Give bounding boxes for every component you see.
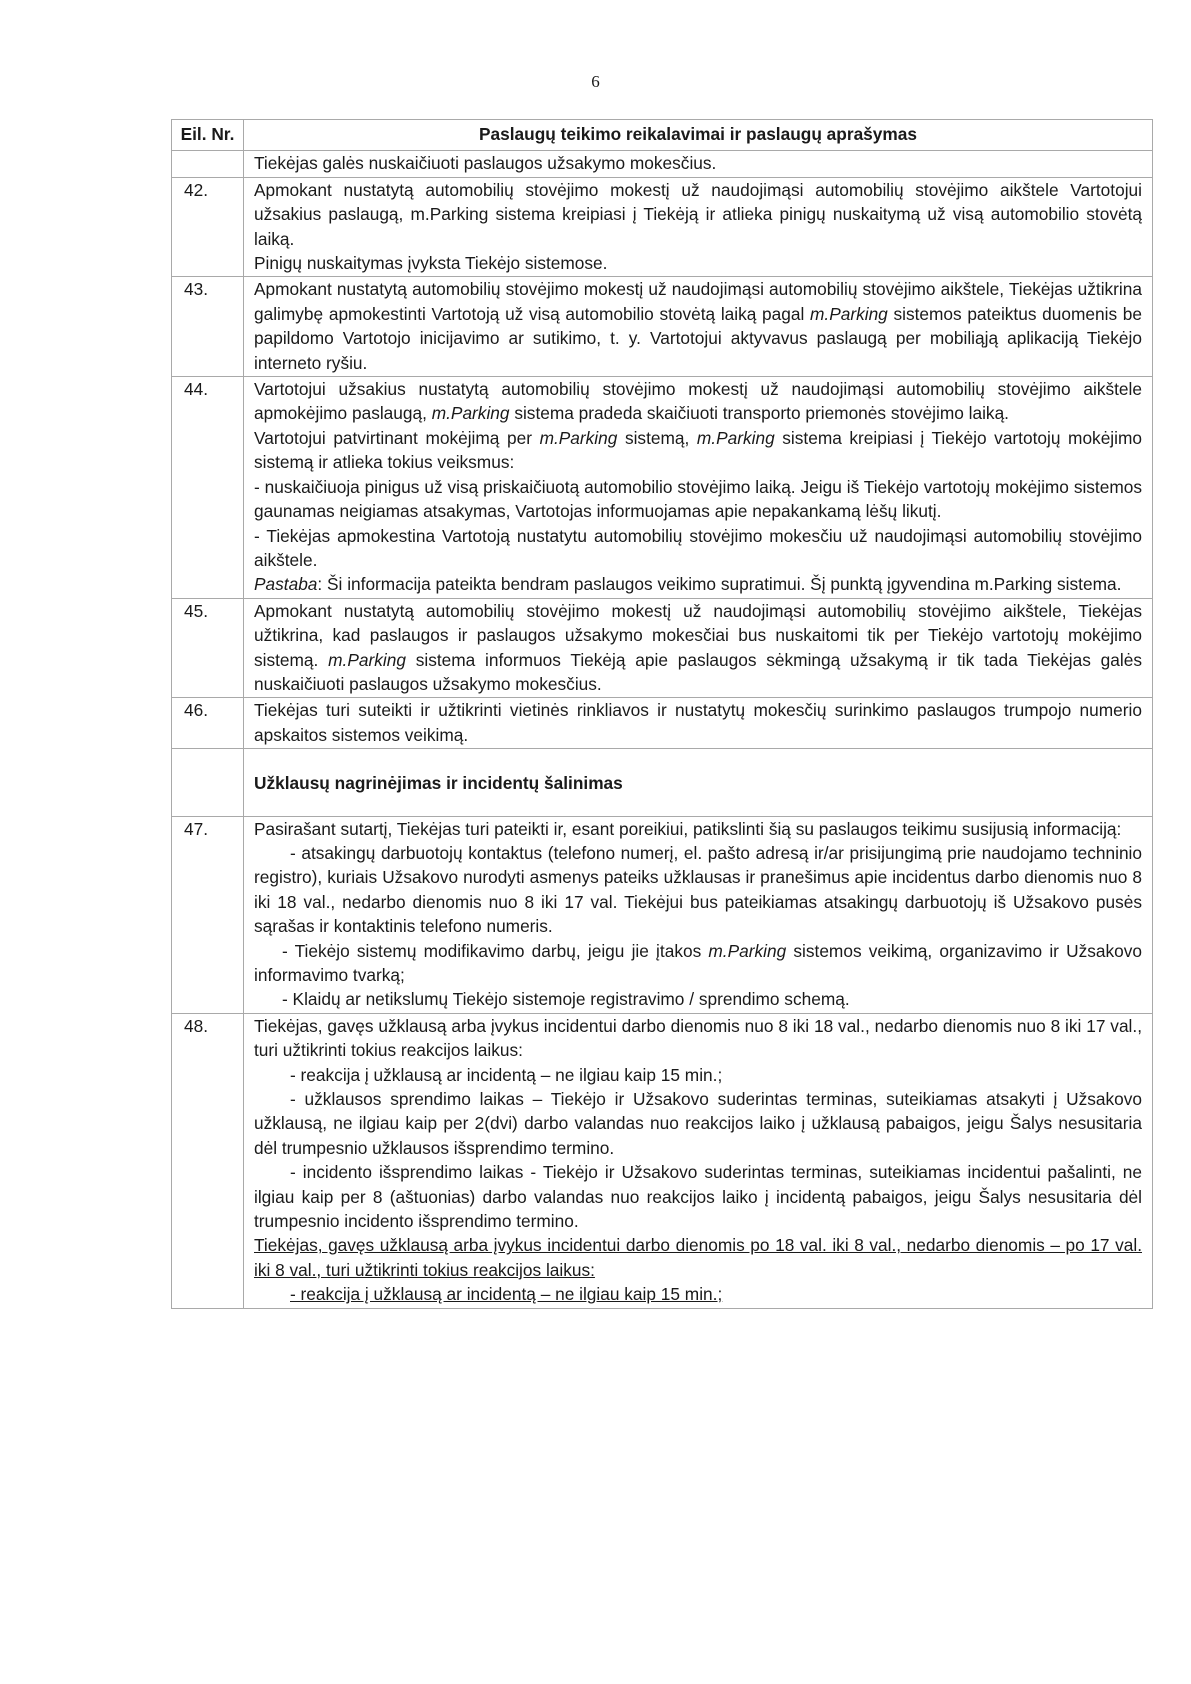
paragraph [254, 1282, 1142, 1306]
text-segment: sistemos pateiktus duomenis be papildomo Vartotojo inicijavimo ar sutikimo, t. y. Vartotojui aktyvavus paslaugą per mobiliąją aplikaciją Tiekėjo interneto ryšiu. [254, 303, 1142, 373]
paragraph [254, 475, 1142, 524]
paragraph [254, 841, 1142, 939]
paragraph [254, 698, 1142, 747]
table-row [172, 277, 1153, 377]
text-segment: Apmokant nustatytą automobilių stovėjimo mokestį už naudojimąsi automobilių stovėjimo aikštele, Tiekėjas užtikrina galimybę apmokestinti Vartotoją už visą automobilio stovėtą laiką pagal [254, 279, 1142, 324]
text-segment: sistemos veikimą, organizavimo ir Užsakovo informavimo tvarką; [254, 940, 1142, 985]
italic-text: m.Parking [696, 427, 775, 448]
paragraph [254, 1233, 1142, 1282]
paragraph [254, 987, 1142, 1011]
text-segment: sistema kreipiasi į Tiekėjo vartotojų mokėjimo sistemą ir atlieka tokius veiksmus: [254, 427, 1142, 473]
header-number: Eil. Nr. [172, 120, 244, 151]
text-segment: sistema pradeda skaičiuoti transporto priemonės stovėjimo laiką. [509, 403, 1009, 424]
italic-text: m.Parking [708, 940, 787, 961]
italic-text: m.Parking [431, 403, 510, 424]
text-segment: : Ši informacija pateikta bendram paslaugos veikimo supratimui. Šį punktą įgyvendina m.Parking sistema. [317, 574, 1122, 595]
italic-text: m.Parking [539, 427, 618, 448]
table-header-row [172, 120, 1153, 151]
table-row [172, 816, 1153, 1013]
text-segment: Tiekėjas, gavęs užklausą arba įvykus incidentui darbo dienomis nuo 8 iki 18 val., nedarbo dienomis nuo 8 iki 17 val., turi užtikrinti tokius reakcijos laikus: [254, 1015, 1142, 1061]
text-segment: - incidento išsprendimo laikas - Tiekėjo ir Užsakovo suderintas terminas, suteikiamas incidentui pašalinti, ne ilgiau kaip per 8 (aštuonias) darbo valandas nuo reakcijos laiko į incidentą pabaigos, jeigu Šalys nesusitaria dėl trumpesnio incidento išsprendimo termino. [254, 1162, 1142, 1232]
paragraph [254, 277, 1142, 375]
text-segment: - reakcija į užklausą ar incidentą – ne ilgiau kaip 15 min.; [290, 1064, 723, 1085]
header-description: Paslaugų teikimo reikalavimai ir paslaugų aprašymas [244, 120, 1153, 151]
section-title: Užklausų nagrinėjimas ir incidentų šalinimas [244, 749, 1153, 816]
paragraph [254, 1087, 1142, 1160]
italic-text: m.Parking [328, 649, 406, 670]
text-segment: - nuskaičiuoja pinigus už visą priskaičiuotą automobilio stovėjimo laiką. Jeigu iš Tiekėjo vartotojų mokėjimo sistemos gaunamas neigiamas atsakymas, Vartotojas informuojamas apie nepakankamą lėšų likutį. [254, 476, 1142, 522]
text-segment: sistemą, [617, 427, 697, 448]
italic-text: Pastaba [254, 574, 318, 595]
row-description [244, 598, 1153, 698]
text-segment: Apmokant nustatytą automobilių stovėjimo mokestį už naudojimąsi automobilių stovėjimo aikštele Vartotojui užsakius paslaugą, m.Parking sistema kreipiasi į Tiekėją ir atlieka pinigų nuskaitymą už visą automobilio stovėtą laiką. [254, 179, 1142, 249]
row-description [244, 816, 1153, 1013]
paragraph [254, 251, 1142, 275]
paragraph [254, 599, 1142, 697]
paragraph [254, 178, 1142, 251]
text-segment: Pasirašant sutartį, Tiekėjas turi pateikti ir, esant poreikiui, patikslinti šią su paslaugos teikimu susijusią informaciją: [254, 818, 1122, 839]
text-segment: sistema informuos Tiekėją apie paslaugos sėkmingą užsakymą ir tik tada Tiekėjas galės nuskaičiuoti paslaugos užsakymo mokesčius. [254, 649, 1142, 694]
text-segment: - Tiekėjo sistemų modifikavimo darbų, jeigu jie įtakos [282, 940, 709, 961]
row-number: 45. [172, 598, 244, 698]
italic-text: m.Parking [810, 303, 888, 324]
row-description [244, 1013, 1153, 1308]
paragraph [254, 524, 1142, 573]
row-description [244, 177, 1153, 277]
row-description [244, 377, 1153, 599]
text-segment: Pinigų nuskaitymas įvyksta Tiekėjo sistemose. [254, 253, 608, 274]
paragraph [254, 426, 1142, 475]
row-description [244, 277, 1153, 377]
paragraph [254, 572, 1142, 596]
text-segment: Vartotojui patvirtinant mokėjimą per [254, 427, 540, 448]
section-number-cell [172, 749, 244, 816]
text-segment: Tiekėjas turi suteikti ir užtikrinti vietinės rinkliavos ir nustatytų mokesčių surinkimo paslaugos trumpojo numerio apskaitos sistemos veikimą. [254, 700, 1142, 745]
paragraph [254, 1160, 1142, 1233]
row-number: 47. [172, 816, 244, 1013]
text-segment: - užklausos sprendimo laikas – Tiekėjo ir Užsakovo suderintas terminas, suteikiamas atsakyti į Užsakovo užklausą, ne ilgiau kaip per 2(dvi) darbo valandas nuo reakcijos laiko į užklausą pabaigos, jeigu Šalys nesusitaria dėl trumpesnio užklausos išsprendimo termino. [254, 1089, 1142, 1158]
row-number: 42. [172, 177, 244, 277]
text-segment: - atsakingų darbuotojų kontaktus (telefono numerį, el. pašto adresą ir/ar prisijungimą prie naudojamo techninio registro), kuriais Užsakovo nurodyti asmenys pateiks užklausas ir pranešimus apie incidentus darbo dienomis nuo 8 iki 18 val., nedarbo dienomis nuo 8 iki 17 val. Tiekėjui bus pateikiamas atsakingų darbuotojų iš Užsakovo pusės sąrašas ir kontaktinis telefono numeris. [254, 842, 1142, 937]
paragraph [254, 377, 1142, 426]
table-row [172, 598, 1153, 698]
row-number: 46. [172, 698, 244, 749]
text-segment: Tiekėjas, gavęs užklausą arba įvykus incidentui darbo dienomis po 18 val. iki 8 val., nedarbo dienomis – po 17 val. iki 8 val., turi užtikrinti tokius reakcijos laikus: [254, 1235, 1142, 1280]
table-row [172, 698, 1153, 749]
table-row [172, 177, 1153, 277]
paragraph [254, 151, 1142, 175]
table-row [172, 377, 1153, 599]
text-segment: Vartotojui užsakius nustatytą automobilių stovėjimo mokestį už naudojimąsi automobilių stovėjimo aikštele apmokėjimo paslaugą, [254, 379, 1142, 424]
requirements-table [171, 119, 1153, 1309]
table-row [172, 151, 1153, 177]
section-row [172, 749, 1153, 816]
row-number: 48. [172, 1013, 244, 1308]
paragraph [254, 817, 1142, 841]
paragraph [254, 1063, 1142, 1087]
paragraph [254, 1014, 1142, 1063]
row-number [172, 151, 244, 177]
page-number: 6 [591, 72, 600, 91]
row-number: 43. [172, 277, 244, 377]
row-description [244, 151, 1153, 177]
text-segment: Tiekėjas galės nuskaičiuoti paslaugos užsakymo mokesčius. [254, 153, 717, 174]
row-description [244, 698, 1153, 749]
table-row [172, 1013, 1153, 1308]
text-segment: - Klaidų ar netikslumų Tiekėjo sistemoje registravimo / sprendimo schemą. [282, 989, 850, 1010]
row-number: 44. [172, 377, 244, 599]
text-segment: - reakcija į užklausą ar incidentą – ne ilgiau kaip 15 min.; [290, 1284, 723, 1305]
text-segment: - Tiekėjas apmokestina Vartotoją nustatytu automobilių stovėjimo mokesčiu už naudojimąsi automobilių stovėjimo aikštele. [254, 525, 1142, 570]
text-segment: Apmokant nustatytą automobilių stovėjimo mokestį už naudojimąsi automobilių stovėjimo aikštele, Tiekėjas užtikrina, kad paslaugos ir paslaugos užsakymo mokesčiai bus nuskaitomi tik per Tiekėjo vartotojų mokėjimo sistemą. [254, 600, 1142, 670]
paragraph [254, 939, 1142, 988]
